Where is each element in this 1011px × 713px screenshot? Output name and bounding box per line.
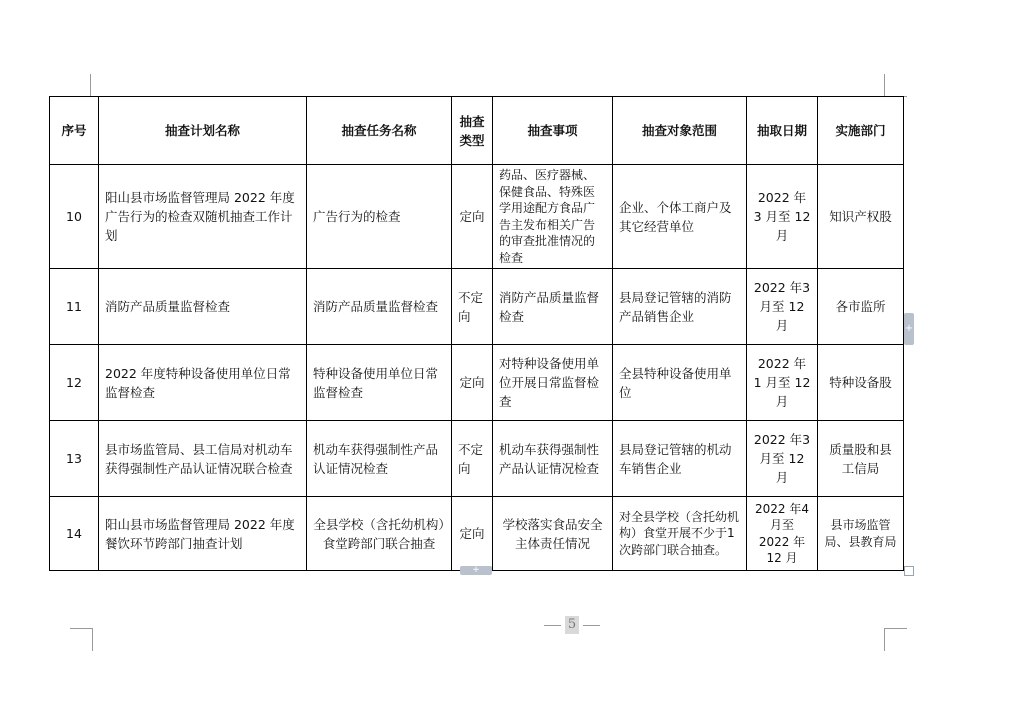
cell-items[interactable]: 消防产品质量监督检查 — [493, 269, 613, 345]
cell-date[interactable]: 2022 年3 月至 12 月 — [747, 269, 818, 345]
header-scope: 抽查对象范围 — [613, 97, 747, 165]
crop-mark-bottom-left — [70, 628, 93, 651]
cell-plan-name[interactable]: 消防产品质量监督检查 — [99, 269, 307, 345]
crop-mark-top-right — [884, 74, 907, 97]
header-seq: 序号 — [50, 97, 99, 165]
cell-scope[interactable]: 企业、个体工商户及其它经营单位 — [613, 165, 747, 269]
cell-check-type[interactable]: 定向 — [452, 497, 493, 571]
cell-scope[interactable]: 县局登记管辖的消防产品销售企业 — [613, 269, 747, 345]
table-row — [50, 269, 904, 345]
cell-check-type[interactable]: 定向 — [452, 345, 493, 421]
cell-items[interactable]: 机动车获得强制性产品认证情况检查 — [493, 421, 613, 497]
header-check-type: 抽查类型 — [452, 97, 493, 165]
cell-scope[interactable]: 对全县学校（含托幼机构）食堂开展不少于1次跨部门联合抽查。 — [613, 497, 747, 571]
table-row — [50, 421, 904, 497]
page-number — [544, 615, 600, 635]
crop-mark-top-left — [68, 74, 91, 97]
table-row — [50, 497, 904, 571]
cell-date[interactable]: 2022 年 1 月至 12 月 — [747, 345, 818, 421]
cell-date[interactable]: 2022 年4 月至 2022 年 12 月 — [747, 497, 818, 571]
header-date: 抽取日期 — [747, 97, 818, 165]
cell-task-name[interactable]: 消防产品质量监督检查 — [307, 269, 452, 345]
table-row — [50, 165, 904, 269]
cell-check-type[interactable]: 定向 — [452, 165, 493, 269]
cell-dept[interactable]: 质量股和县工信局 — [818, 421, 904, 497]
header-items: 抽查事项 — [493, 97, 613, 165]
crop-mark-bottom-right — [884, 628, 907, 651]
page-number-dash-right — [583, 625, 600, 626]
table-row — [50, 345, 904, 421]
cell-plan-name[interactable]: 2022 年度特种设备使用单位日常监督检查 — [99, 345, 307, 421]
page-number-value: 5 — [565, 616, 579, 634]
cell-dept[interactable]: 特种设备股 — [818, 345, 904, 421]
add-row-handle[interactable] — [460, 566, 492, 575]
cell-scope[interactable]: 县局登记管辖的机动车销售企业 — [613, 421, 747, 497]
cell-seq[interactable]: 10 — [50, 165, 99, 269]
cell-task-name[interactable]: 全县学校（含托幼机构）食堂跨部门联合抽查 — [307, 497, 452, 571]
cell-seq[interactable]: 12 — [50, 345, 99, 421]
header-plan-name: 抽查计划名称 — [99, 97, 307, 165]
table-header-row — [50, 97, 904, 165]
cell-seq[interactable]: 14 — [50, 497, 99, 571]
cell-plan-name[interactable]: 阳山县市场监督管理局 2022 年度广告行为的检查双随机抽查工作计划 — [99, 165, 307, 269]
cell-plan-name[interactable]: 县市场监管局、县工信局对机动车获得强制性产品认证情况联合检查 — [99, 421, 307, 497]
cell-check-type[interactable]: 不定向 — [452, 421, 493, 497]
cell-task-name[interactable]: 机动车获得强制性产品认证情况检查 — [307, 421, 452, 497]
table-resize-icon[interactable] — [904, 566, 914, 576]
cell-task-name[interactable]: 广告行为的检查 — [307, 165, 452, 269]
cell-date[interactable]: 2022 年3 月至 12 月 — [747, 421, 818, 497]
add-column-handle[interactable] — [904, 313, 914, 345]
cell-seq[interactable]: 11 — [50, 269, 99, 345]
inspection-plan-table — [49, 96, 904, 571]
cell-items[interactable]: 对特种设备使用单位开展日常监督检查 — [493, 345, 613, 421]
cell-date[interactable]: 2022 年 3 月至 12 月 — [747, 165, 818, 269]
cell-dept[interactable]: 县市场监管局、县教育局 — [818, 497, 904, 571]
cell-dept[interactable]: 各市监所 — [818, 269, 904, 345]
cell-dept[interactable]: 知识产权股 — [818, 165, 904, 269]
header-dept: 实施部门 — [818, 97, 904, 165]
cell-check-type[interactable]: 不定向 — [452, 269, 493, 345]
header-task-name: 抽查任务名称 — [307, 97, 452, 165]
cell-task-name[interactable]: 特种设备使用单位日常监督检查 — [307, 345, 452, 421]
cell-seq[interactable]: 13 — [50, 421, 99, 497]
plus-icon: + — [904, 323, 914, 334]
cell-plan-name[interactable]: 阳山县市场监督管理局 2022 年度餐饮环节跨部门抽查计划 — [99, 497, 307, 571]
cell-scope[interactable]: 全县特种设备使用单位 — [613, 345, 747, 421]
cell-items[interactable]: 学校落实食品安全主体责任情况 — [493, 497, 613, 571]
page-number-dash-left — [544, 625, 561, 626]
cell-items[interactable]: 药品、医疗器械、保健食品、特殊医学用途配方食品广告主发布相关广告的审查批准情况的检查 — [493, 165, 613, 269]
plus-icon: + — [472, 565, 480, 575]
